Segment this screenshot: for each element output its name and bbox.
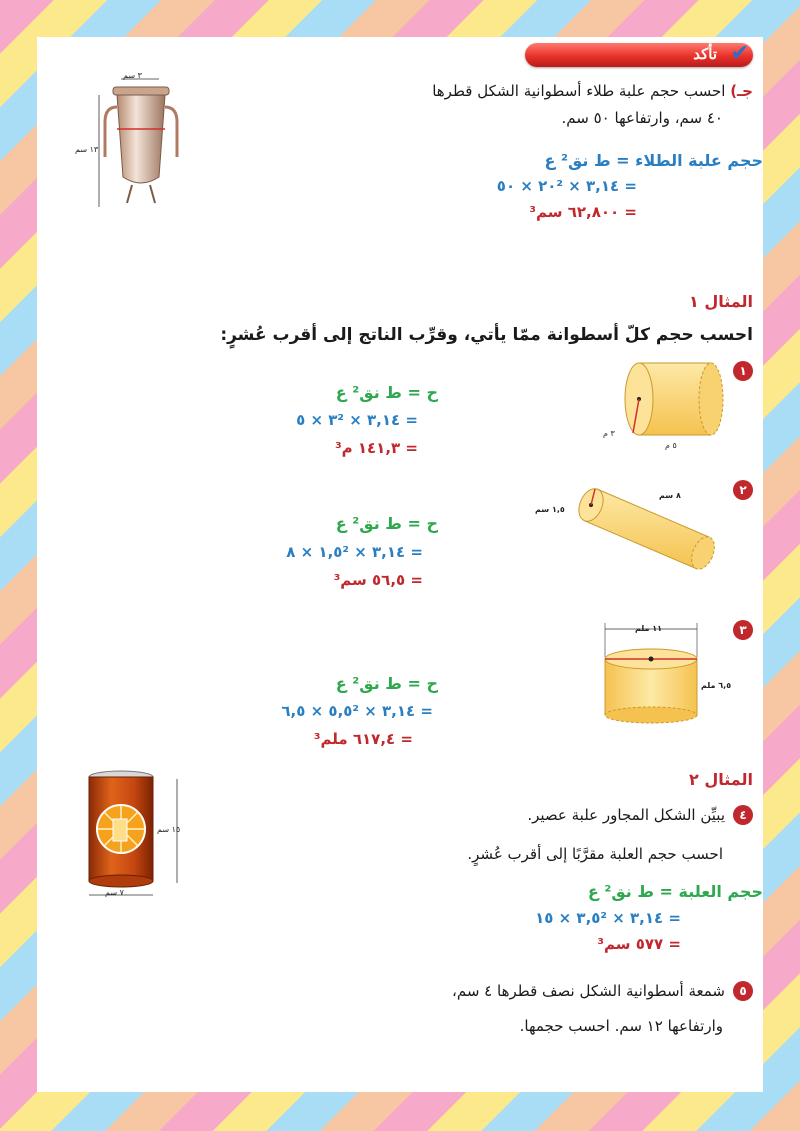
q4-line1: يبيِّن الشكل المجاور علبة عصير. <box>527 806 725 824</box>
part-marker: جـ) <box>730 82 753 100</box>
section-header <box>525 43 753 67</box>
q5-line1: شمعة أسطوانية الشكل نصف قطرها ٤ سم، <box>452 982 725 1000</box>
q4-substitution: = ٣,١٤ × ٣,٥² × ١٥ <box>535 909 681 927</box>
item3-result: = ٦١٧,٤ ملم³ <box>313 730 413 748</box>
part-j-substitution: = ٣,١٤ × ٢٠² × ٥٠ <box>496 177 637 195</box>
fig1-radius-label: ٣ م <box>603 429 615 438</box>
cylinder-figure-3 <box>597 617 707 727</box>
question-number-4: ٤ <box>733 805 753 825</box>
fig2-radius-label: ١,٥ سم <box>535 505 565 514</box>
cylinder-bottom-face <box>605 707 697 723</box>
juice-glass-graphic <box>113 819 127 841</box>
can-handle-left <box>105 107 117 157</box>
q4-line2: احسب حجم العلبة مقرَّبًا إلى أقرب عُشرٍ. <box>467 845 723 863</box>
section-header-label: تأكد <box>693 45 717 63</box>
item1-result: = ١٤١,٣ م³ <box>335 439 418 457</box>
can-handle-right <box>165 107 177 157</box>
q4-formula: حجم العلبة = ط نق² ع <box>587 882 763 901</box>
item3-formula: ح = ط نق² ع <box>335 674 438 693</box>
paint-can-figure <box>87 67 207 217</box>
item-number-3: ٣ <box>733 620 753 640</box>
item1-substitution: = ٣,١٤ × ٣² × ٥ <box>296 411 418 429</box>
part-j-line1: احسب حجم علبة طلاء أسطوانية الشكل قطرها <box>432 82 726 100</box>
cylinder-back-face <box>699 363 723 435</box>
item3-substitution: = ٣,١٤ × ٥,٥² × ٦,٥ <box>281 702 433 720</box>
juice-can-diameter-label: ٧ سم <box>105 888 124 897</box>
part-j-line2: ٤٠ سم، وارتفاعها ٥٠ سم. <box>561 109 723 127</box>
part-j-result: = ٦٢,٨٠٠ سم³ <box>529 203 637 221</box>
page <box>37 37 763 1092</box>
example2-title: المثال ٢ <box>689 770 753 789</box>
can-body <box>117 95 165 183</box>
example1-instruction: احسب حجم كلّ أسطوانة ممّا يأتي، وقرِّب الناتج إلى أقرب عُشرٍ: <box>220 325 753 345</box>
fig1-height-label: ٥ م <box>665 441 677 450</box>
q5-line2: وارتفاعها ١٢ سم. احسب حجمها. <box>519 1017 723 1035</box>
can-rim <box>113 87 169 95</box>
cylinder-figure-2 <box>567 477 727 577</box>
part-j-formula: حجم علبة الطلاء = ط نق² ع <box>544 151 763 170</box>
juice-can-height-label: ١٥ سم <box>157 825 181 834</box>
paint-can-side-label: ١٣ سم <box>75 145 99 154</box>
example1-title: المثال ١ <box>689 292 753 311</box>
fig3-height-label: ٦,٥ ملم <box>701 681 732 690</box>
can-leg <box>127 185 132 203</box>
checkmark-icon: ✔ <box>730 41 749 66</box>
can-leg <box>150 185 155 203</box>
item2-substitution: = ٣,١٤ × ١,٥² × ٨ <box>286 543 423 561</box>
item-number-1: ١ <box>733 361 753 381</box>
item2-formula: ح = ط نق² ع <box>335 514 438 533</box>
item2-result: = ٥٦,٥ سم³ <box>333 571 423 589</box>
q4-result: = ٥٧٧ سم³ <box>597 935 681 953</box>
item1-formula: ح = ط نق² ع <box>335 383 438 402</box>
fig2-height-label: ٨ سم <box>659 491 681 500</box>
paint-can-top-label: ٣ سم <box>123 71 142 80</box>
item-number-2: ٢ <box>733 480 753 500</box>
fig3-diameter-label: ١١ ملم <box>635 624 663 633</box>
question-number-5: ٥ <box>733 981 753 1001</box>
juice-can-figure <box>77 767 187 902</box>
